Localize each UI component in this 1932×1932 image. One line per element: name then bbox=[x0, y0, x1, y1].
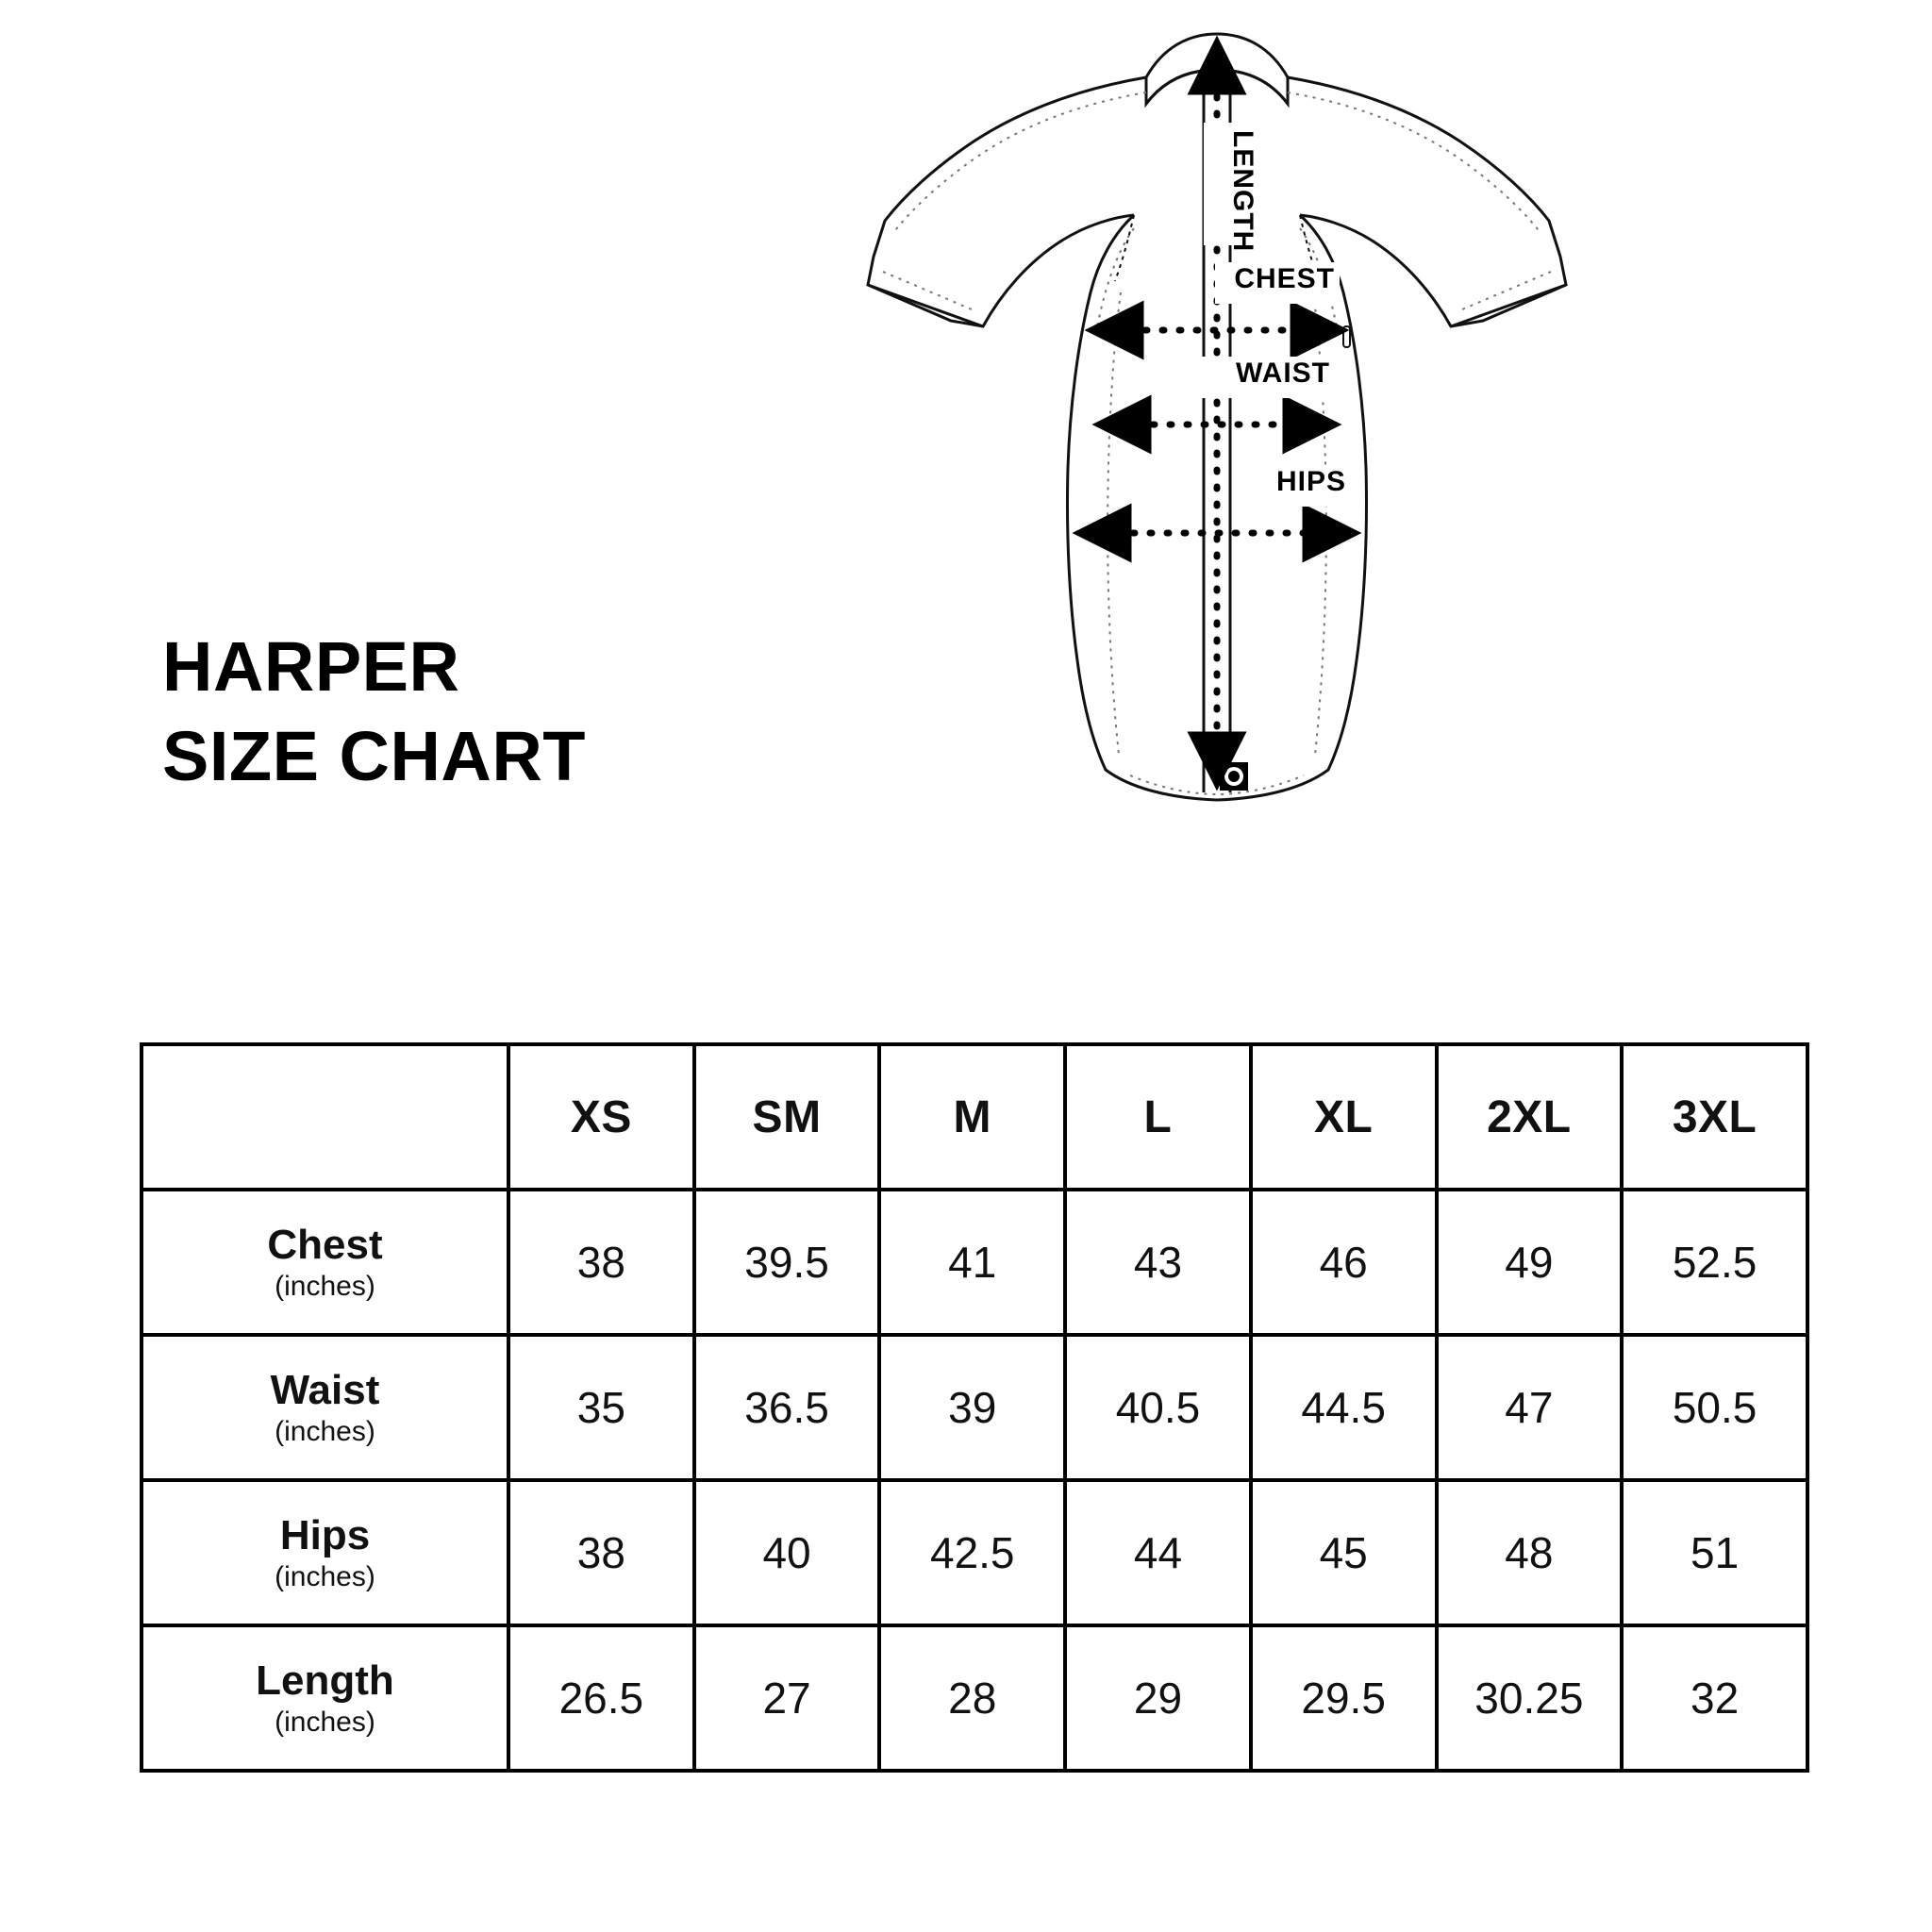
row-header-waist-unit: (inches) bbox=[275, 1416, 375, 1448]
brand-tag-icon bbox=[1220, 762, 1248, 791]
chest-label: CHEST bbox=[1234, 263, 1335, 294]
row-header-waist bbox=[142, 1335, 508, 1480]
cell-chest-m: 41 bbox=[879, 1190, 1065, 1335]
garment-diagram bbox=[651, 9, 1783, 1028]
table-header-row bbox=[142, 1044, 1807, 1190]
cell-waist-3xl: 50.5 bbox=[1622, 1335, 1807, 1480]
table-row bbox=[142, 1625, 1807, 1771]
cell-length-l: 29 bbox=[1065, 1625, 1251, 1771]
cell-chest-2xl: 49 bbox=[1437, 1190, 1623, 1335]
column-header-m: M bbox=[879, 1044, 1065, 1190]
cell-waist-xl: 44.5 bbox=[1251, 1335, 1437, 1480]
row-header-hips bbox=[142, 1480, 508, 1625]
cell-hips-xs: 38 bbox=[508, 1480, 694, 1625]
column-header-l: L bbox=[1065, 1044, 1251, 1190]
cell-chest-3xl: 52.5 bbox=[1622, 1190, 1807, 1335]
cell-length-2xl: 30.25 bbox=[1437, 1625, 1623, 1771]
length-label: LENGTH bbox=[1227, 130, 1258, 253]
cell-length-3xl: 32 bbox=[1622, 1625, 1807, 1771]
cell-hips-3xl: 51 bbox=[1622, 1480, 1807, 1625]
column-header-xs: XS bbox=[508, 1044, 694, 1190]
column-header-2xl: 2XL bbox=[1437, 1044, 1623, 1190]
size-chart-table bbox=[140, 1042, 1809, 1773]
cell-hips-l: 44 bbox=[1065, 1480, 1251, 1625]
cell-length-sm: 27 bbox=[694, 1625, 880, 1771]
page-title-line-2: SIZE CHART bbox=[162, 716, 586, 795]
cell-length-m: 28 bbox=[879, 1625, 1065, 1771]
cell-waist-xs: 35 bbox=[508, 1335, 694, 1480]
row-header-hips-name: Hips bbox=[279, 1512, 371, 1559]
page-title-line-1: HARPER bbox=[162, 627, 460, 706]
row-header-length bbox=[142, 1625, 508, 1771]
row-header-length-name: Length bbox=[256, 1657, 394, 1705]
cell-chest-xl: 46 bbox=[1251, 1190, 1437, 1335]
cell-hips-2xl: 48 bbox=[1437, 1480, 1623, 1625]
cell-hips-m: 42.5 bbox=[879, 1480, 1065, 1625]
column-header-xl: XL bbox=[1251, 1044, 1437, 1190]
cell-waist-sm: 36.5 bbox=[694, 1335, 880, 1480]
row-header-waist-name: Waist bbox=[270, 1367, 380, 1414]
row-header-chest-unit: (inches) bbox=[275, 1271, 375, 1303]
hips-label: HIPS bbox=[1275, 466, 1346, 497]
cell-waist-l: 40.5 bbox=[1065, 1335, 1251, 1480]
cell-chest-xs: 38 bbox=[508, 1190, 694, 1335]
table-row bbox=[142, 1480, 1807, 1625]
column-header-3xl: 3XL bbox=[1622, 1044, 1807, 1190]
cell-hips-sm: 40 bbox=[694, 1480, 880, 1625]
table-row bbox=[142, 1190, 1807, 1335]
table-row bbox=[142, 1335, 1807, 1480]
cell-hips-xl: 45 bbox=[1251, 1480, 1437, 1625]
size-chart-table-container bbox=[140, 1042, 1809, 1773]
row-header-hips-unit: (inches) bbox=[275, 1561, 375, 1593]
row-header-chest-name: Chest bbox=[267, 1222, 383, 1269]
cell-waist-2xl: 47 bbox=[1437, 1335, 1623, 1480]
column-header-sm: SM bbox=[694, 1044, 880, 1190]
cell-chest-sm: 39.5 bbox=[694, 1190, 880, 1335]
waist-label: WAIST bbox=[1236, 358, 1330, 389]
cell-waist-m: 39 bbox=[879, 1335, 1065, 1480]
row-header-chest bbox=[142, 1190, 508, 1335]
row-header-length-unit: (inches) bbox=[275, 1707, 375, 1739]
cell-length-xs: 26.5 bbox=[508, 1625, 694, 1771]
cell-chest-l: 43 bbox=[1065, 1190, 1251, 1335]
table-corner-cell bbox=[142, 1044, 508, 1190]
cell-length-xl: 29.5 bbox=[1251, 1625, 1437, 1771]
